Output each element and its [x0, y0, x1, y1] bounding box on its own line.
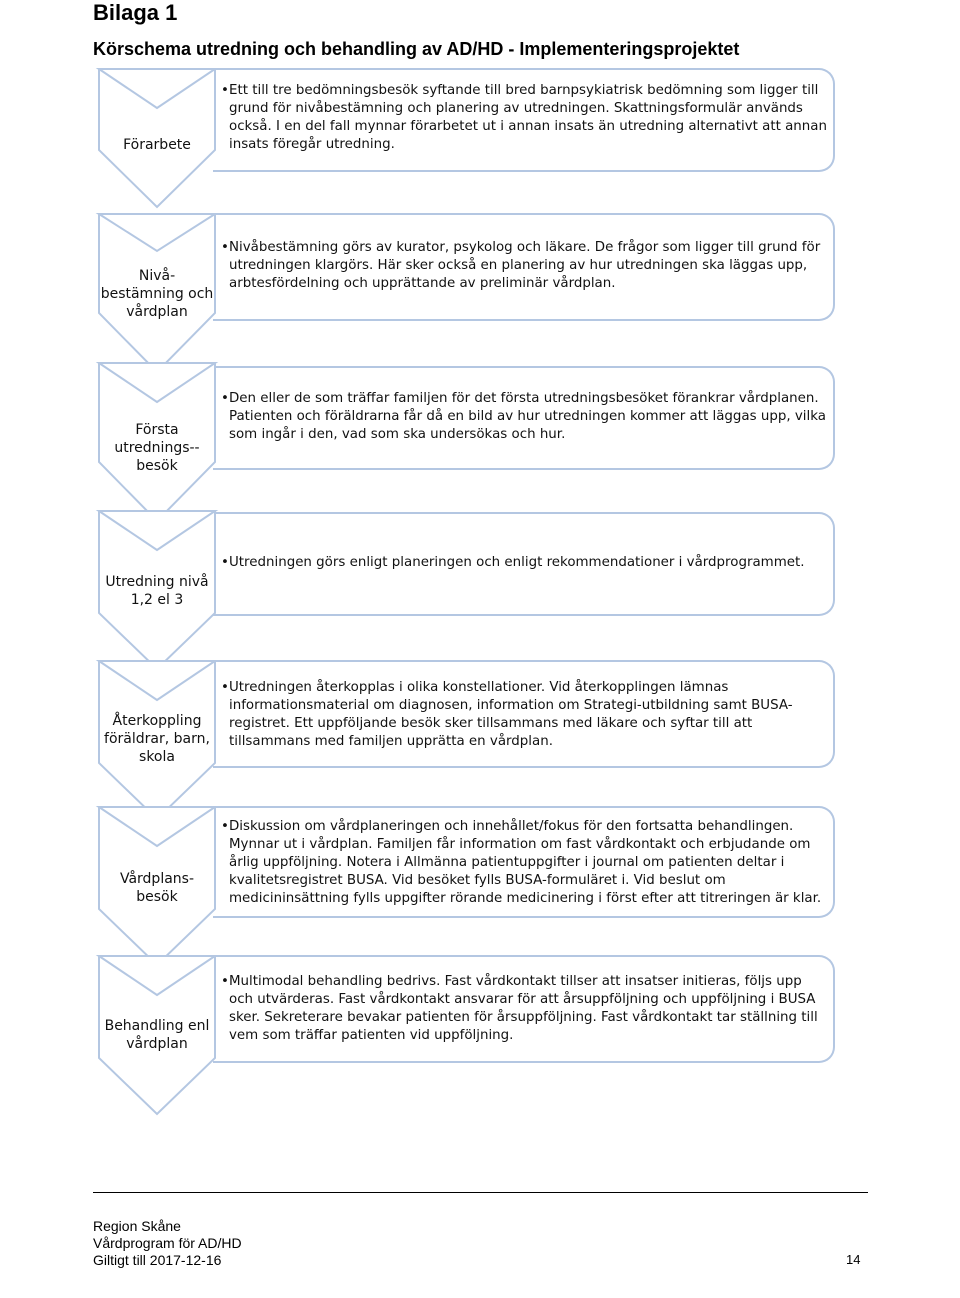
step-chevron — [98, 213, 216, 373]
step-description-box: • Utredningen återkopplas i olika konstellationer. Vid återkopplingen lämnas informationsmaterial om diagnosen, information om Strategi-utbildning samt BUSA-registret. Ett uppföljande besök sker tillsammans med läkare och syftar till att tillsammans med familjen upprätta en vårdplan. — [213, 660, 835, 768]
step-forarbete — [0, 68, 960, 208]
step-description-box: • Multimodal behandling bedrivs. Fast vårdkontakt tillser att insatser initieras, följs upp och utvärderas. Fast vårdkontakt ansvarar för att årsuppföljning och uppföljning i BUSA sker. Sekreterare bevakar patienten för årsuppföljning. Fast vårdkontakt tar ställning till vem som träffar patienten vid uppföljning. — [213, 955, 835, 1063]
footer — [93, 1218, 242, 1269]
footer-rule — [93, 1192, 868, 1193]
step-description: Utredningen återkopplas i olika konstellationer. Vid återkopplingen lämnas informationsmaterial om diagnosen, information om Strategi-utbildning samt BUSA-registret. Ett uppföljande besök sker tillsammans med läkare och syftar till att tillsammans med familjen upprätta en vårdplan. — [229, 680, 793, 749]
step-aterkoppling — [0, 660, 960, 820]
footer-validity: Giltigt till 2017-12-16 — [93, 1252, 222, 1268]
step-forsta-utredningsbesok — [0, 362, 960, 522]
page-number: 14 — [846, 1252, 861, 1267]
step-chevron — [98, 660, 216, 820]
footer-document: Vårdprogram för AD/HD — [93, 1235, 242, 1251]
step-chevron — [98, 955, 216, 1115]
step-nivabestamning — [0, 213, 960, 373]
step-behandling — [0, 955, 960, 1115]
step-description-box: • Diskussion om vårdplaneringen och innehållet/fokus för den fortsatta behandlingen. Mynnar ut i vårdplan. Familjen får information om fast vårdkontakt och erbjudande om årlig uppföljning. Notera i Allmänna patientuppgifter i journal om patienten deltar i kvalitetsregistret BUSA. Vid besöket fylls BUSA-formuläret i. Vid beslut om medicininsättning fylls uppgifter rörande medicinering i först efter att titreringen är klar. — [213, 806, 835, 918]
step-description: Den eller de som träffar familjen för det första utredningsbesöket förankrar vårdplanen. Patienten och föräldrarna får då en bild av hur utredningen kommer att läggas upp, vilka som ingår i den, vad som ska undersökas och hur. — [229, 391, 826, 442]
step-description-box: • Nivåbestämning görs av kurator, psykolog och läkare. De frågor som ligger till grund för utredningen klargörs. Här sker också en planering av hur utredningen ska läggas upp, arbtesfördelning och upprättande av preliminär vårdplan. — [213, 213, 835, 321]
step-label: Förarbete — [123, 137, 191, 153]
step-label: Nivå-bestämning och vårdplan — [100, 268, 214, 320]
page-heading: Bilaga 1 — [93, 0, 178, 25]
step-description: Nivåbestämning görs av kurator, psykolog och läkare. De frågor som ligger till grund för utredningen klargörs. Här sker också en planering av hur utredningen ska läggas upp, arbtesfördelning och upprättande av preliminär vårdplan. — [229, 240, 821, 291]
step-description: Diskussion om vårdplaneringen och innehållet/fokus för den fortsatta behandlingen. Mynnar ut i vårdplan. Familjen får information om fast vårdkontakt och erbjudande om årlig uppföljning. Notera i Allmänna patientuppgifter i journal om patienten deltar i kvalitetsregistret BUSA. Vid besöket fylls BUSA-formuläret i. Vid beslut om medicininsättning fylls uppgifter rörande medicinering i först efter att titreringen är klar. — [229, 819, 822, 906]
step-description: Utredningen görs enligt planeringen och enligt rekommendationer i vårdprogrammet. — [229, 555, 805, 570]
footer-org: Region Skåne — [93, 1218, 181, 1234]
step-description-box: • Den eller de som träffar familjen för det första utredningsbesöket förankrar vårdplanen. Patienten och föräldrarna får då en bild av hur utredningen kommer att läggas upp, vilka som ingår i den, vad som ska undersökas och hur. — [213, 366, 835, 470]
step-description: Multimodal behandling bedrivs. Fast vårdkontakt tillser att insatser initieras, följs upp och utvärderas. Fast vårdkontakt ansvarar för att årsuppföljning och uppföljning i BUSA sker. Sekreterare bevakar patienten för årsuppföljning. Fast vårdkontakt tar ställning till vem som träffar patienten vid uppföljning. — [229, 974, 818, 1043]
step-description: Ett till tre bedömningsbesök syftande till bred barnpsykiatrisk bedömning som ligger till grund för nivåbestämning och planering av utredningen. Skattningsformulär används också. I en del fall mynnar förarbetet ut i annan insats än utredning alternativt att annan insats föregår utredning. — [229, 83, 827, 152]
step-utredning-niva — [0, 510, 960, 670]
step-chevron — [98, 510, 216, 670]
step-label: Återkoppling föräldrar, barn, skola — [104, 713, 210, 765]
step-vardplansbesok — [0, 806, 960, 966]
page-subheading: Körschema utredning och behandling av AD/HD - Implementeringsprojektet — [93, 39, 740, 59]
step-label: Första utrednings--besök — [114, 422, 200, 474]
step-chevron — [98, 806, 216, 966]
step-label: Utredning nivå 1,2 el 3 — [105, 574, 209, 608]
step-label: Vårdplans-besök — [119, 871, 195, 905]
step-chevron — [98, 362, 216, 522]
step-chevron — [98, 68, 216, 208]
step-description-box: • Utredningen görs enligt planeringen och enligt rekommendationer i vårdprogrammet. — [213, 512, 835, 616]
step-description-box: • Ett till tre bedömningsbesök syftande till bred barnpsykiatrisk bedömning som ligger till grund för nivåbestämning och planering av utredningen. Skattningsformulär används också. I en del fall mynnar förarbetet ut i annan insats än utredning alternativt att annan insats föregår utredning. — [213, 68, 835, 172]
step-label: Behandling enl vårdplan — [104, 1018, 210, 1052]
